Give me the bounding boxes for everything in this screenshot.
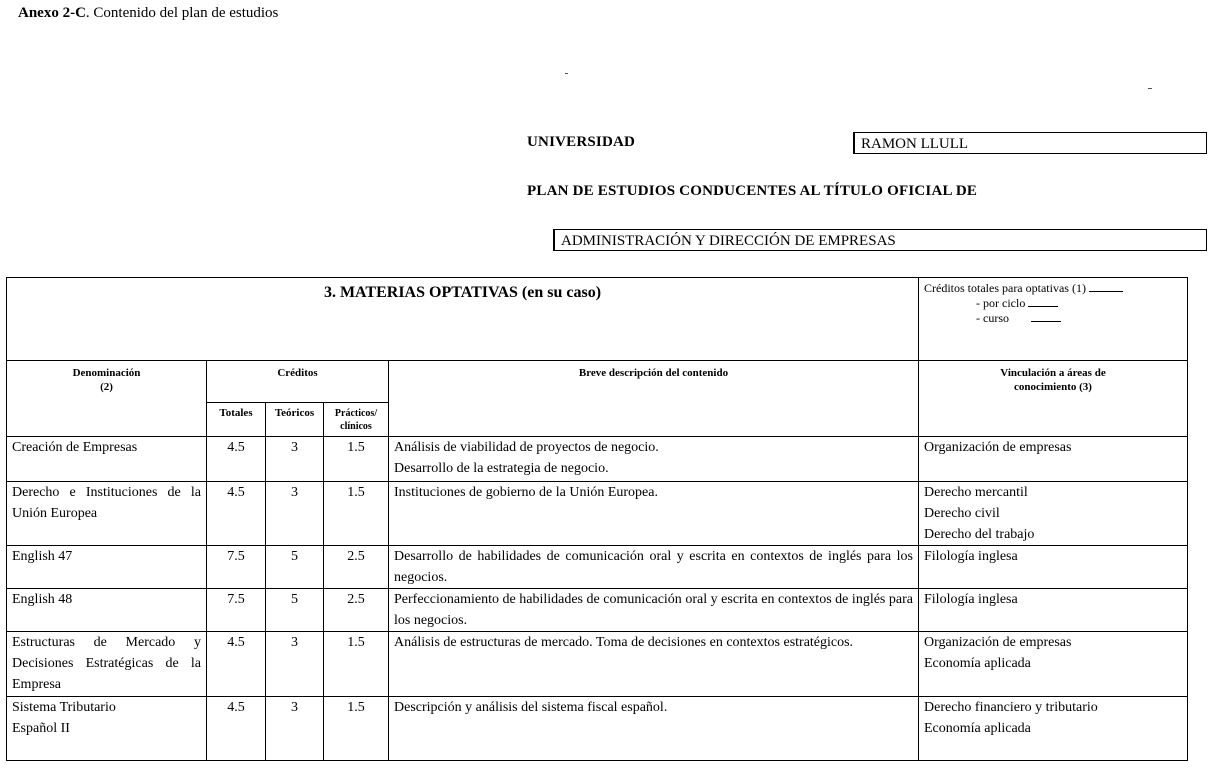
knowledge-area: Economía aplicada: [924, 721, 1031, 736]
table-row: [7, 632, 1188, 697]
knowledge-areas: [919, 589, 1188, 632]
credits-theory: 3: [266, 437, 324, 482]
header-descripcion: Breve descripción del contenido: [389, 361, 919, 437]
scan-speck: [1148, 88, 1152, 89]
subject-name: Estructuras de Mercado y Decisiones Estratégicas de la Empresa: [7, 632, 207, 697]
knowledge-areas: [919, 546, 1188, 589]
credits-theory: 5: [266, 589, 324, 632]
knowledge-area: Derecho financiero y tributario: [924, 700, 1098, 715]
university-label: UNIVERSIDAD: [527, 134, 636, 150]
knowledge-area: Derecho del trabajo: [924, 527, 1035, 542]
plan-title: PLAN DE ESTUDIOS CONDUCENTES AL TÍTULO OFICIAL DE: [527, 183, 978, 199]
section-title: 3. MATERIAS OPTATIVAS (en su caso): [7, 278, 919, 361]
subject-description-line2: Desarrollo de la estrategia de negocio.: [394, 461, 609, 476]
credits-practice: 1.5: [324, 632, 389, 697]
credits-theory: 3: [266, 482, 324, 546]
subject-description: Análisis de estructuras de mercado. Toma de decisiones en contextos estratégicos.: [389, 632, 919, 697]
subject-name: Creación de Empresas: [7, 437, 207, 482]
degree-title-box: ADMINISTRACIÓN Y DIRECCIÓN DE EMPRESAS: [553, 229, 1207, 251]
credits-total: 4.5: [207, 632, 266, 697]
credits-theory: 3: [266, 632, 324, 697]
credits-theory: 5: [266, 546, 324, 589]
knowledge-area: Derecho mercantil: [924, 485, 1028, 500]
subject-description: Desarrollo de habilidades de comunicación oral y escrita en contextos de inglés para los negocios.: [389, 546, 919, 589]
credits-total: 7.5: [207, 546, 266, 589]
university-name-box: RAMON LLULL: [853, 132, 1207, 154]
credits-practice: 1.5: [324, 437, 389, 482]
knowledge-areas: [919, 437, 1188, 482]
scan-speck: [565, 73, 568, 74]
credits-total: 4.5: [207, 697, 266, 761]
subject-description: Instituciones de gobierno de la Unión Europea.: [389, 482, 919, 546]
knowledge-area: Organización de empresas: [924, 635, 1072, 650]
knowledge-area: Filología inglesa: [924, 549, 1018, 564]
header-denominacion-note: (2): [100, 381, 113, 393]
table-row: [7, 482, 1188, 546]
optatives-credits-box: [919, 278, 1188, 361]
header-teoricos: Teóricos: [266, 403, 324, 437]
knowledge-area: Economía aplicada: [924, 656, 1031, 671]
subject-name: English 48: [7, 589, 207, 632]
knowledge-areas: [919, 632, 1188, 697]
credits-total: 4.5: [207, 482, 266, 546]
optatives-per-course-label: - curso: [976, 311, 1009, 325]
annex-number: Anexo 2-C: [18, 5, 86, 21]
credits-practice: 2.5: [324, 589, 389, 632]
header-practicos-line1: Prácticos/: [334, 408, 378, 419]
optatives-total-label: Créditos totales para optativas (1): [924, 281, 1086, 295]
optional-subjects-table: [6, 277, 1188, 761]
subject-description-line1: Análisis de viabilidad de proyectos de negocio.: [394, 440, 659, 455]
knowledge-area: Filología inglesa: [924, 592, 1018, 607]
header-vinculacion-line1: Vinculación a áreas de: [1000, 367, 1106, 379]
table-row: [7, 437, 1188, 482]
subject-name: Derecho e Instituciones de la Unión Europea: [7, 482, 207, 546]
header-creditos: Créditos: [207, 361, 389, 403]
subject-name: Sistema Tributario Español II: [7, 697, 207, 761]
header-totales: Totales: [207, 403, 266, 437]
header-denominacion: [7, 361, 207, 437]
credits-practice: 1.5: [324, 482, 389, 546]
credits-theory: 3: [266, 697, 324, 761]
optatives-per-cycle-label: - por ciclo: [976, 296, 1026, 310]
header-vinculacion-line2: conocimiento (3): [1014, 381, 1092, 393]
subject-description: [389, 437, 919, 482]
header-denominacion-label: Denominación: [72, 367, 141, 379]
annex-heading: [18, 5, 278, 22]
credits-practice: 2.5: [324, 546, 389, 589]
credits-total: 4.5: [207, 437, 266, 482]
header-vinculacion: [919, 361, 1188, 437]
subject-description: Perfeccionamiento de habilidades de comunicación oral y escrita en contextos de inglés para los negocios.: [389, 589, 919, 632]
credits-total: 7.5: [207, 589, 266, 632]
annex-title: . Contenido del plan de estudios: [85, 5, 279, 21]
credits-practice: 1.5: [324, 697, 389, 761]
knowledge-areas: [919, 482, 1188, 546]
table-row: [7, 697, 1188, 761]
knowledge-areas: [919, 697, 1188, 761]
knowledge-area: Organización de empresas: [924, 440, 1072, 455]
header-practicos-line2: clínicos: [340, 421, 372, 432]
subject-name: English 47: [7, 546, 207, 589]
header-practicos: [324, 403, 389, 437]
subject-description: Descripción y análisis del sistema fiscal español.: [389, 697, 919, 761]
knowledge-area: Derecho civil: [924, 506, 1000, 521]
table-row: [7, 546, 1188, 589]
table-row: [7, 589, 1188, 632]
